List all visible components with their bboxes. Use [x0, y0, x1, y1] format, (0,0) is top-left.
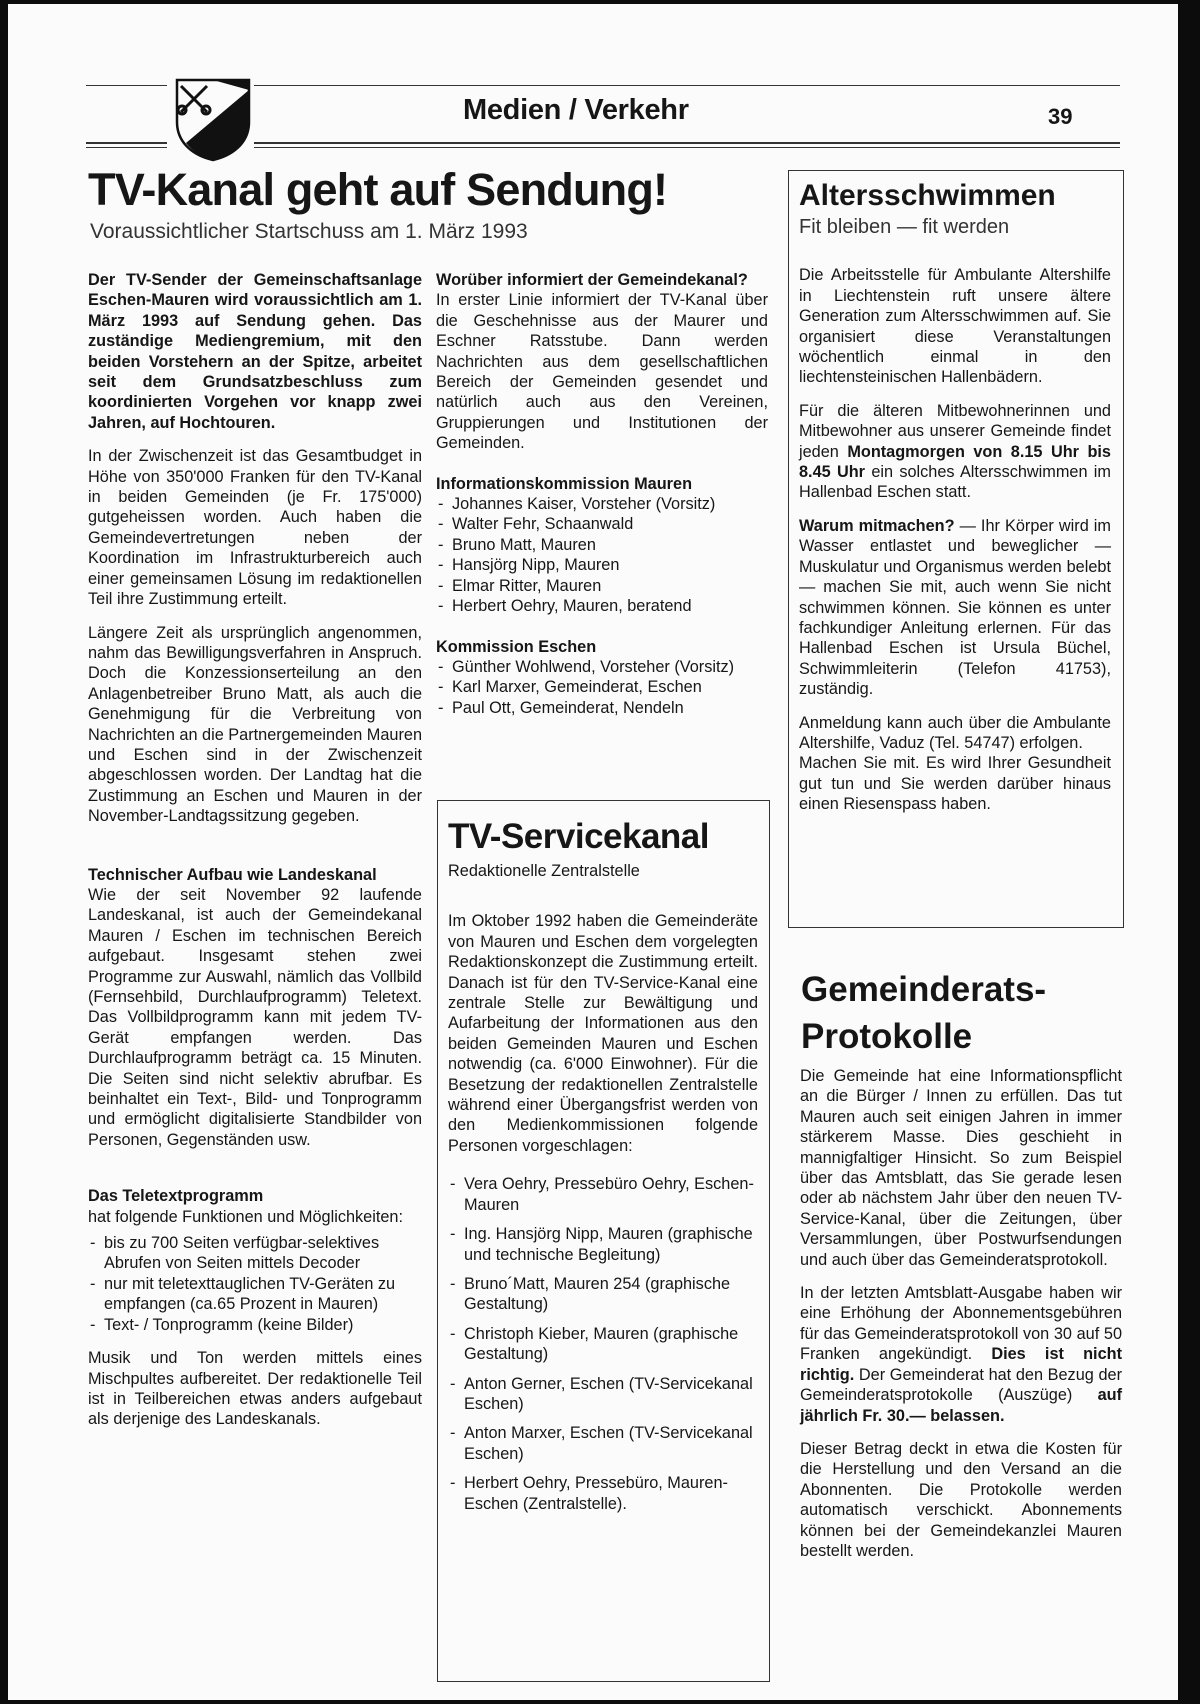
service-box-content	[448, 815, 758, 1527]
list-item: - Walter Fehr, Schaanwald	[436, 514, 768, 534]
text-span: Für die älteren Mitbewohnerinnen und Mitbewohner aus unserer Gemeinde findet jeden	[799, 401, 1111, 461]
list-item: - Herbert Oehry, Mauren, beratend	[436, 596, 768, 616]
list-item: - Karl Marxer, Gemeinderat, Eschen	[436, 677, 768, 697]
service-box-title: TV-Servicekanal	[448, 817, 709, 856]
header-rule	[254, 85, 1120, 86]
list-item: - Johannes Kaiser, Vorsteher (Vorsitz)	[436, 494, 768, 514]
body-paragraph	[799, 401, 1111, 503]
list-item: - Anton Marxer, Eschen (TV-Servicekanal Eschen)	[448, 1423, 758, 1464]
main-headline: TV-Kanal geht auf Sendung!	[88, 164, 668, 215]
subheading-technik: Technischer Aufbau wie Landeskanal	[88, 865, 377, 884]
text-span: Der Gemeinderat hat den Bezug der Gemeinderatsprotokolle (Auszüge)	[800, 1365, 1122, 1405]
list-item: - Ing. Hansjörg Nipp, Mauren (graphische und technische Begleitung)	[448, 1224, 758, 1265]
section-title: Medien / Verkehr	[463, 94, 689, 126]
list-item: - Hansjörg Nipp, Mauren	[436, 555, 768, 575]
body-paragraph: Längere Zeit als ursprünglich angenommen, nahm das Bewilligungsverfahren in Anspruch. Doch die Konzessionserteilung an den Anlagenbetreiber Bruno Matt, als auch die Genehmigung für die Verbreitung von Nachrichten an die Partnergemeinden Mauren und Eschen sind in der Zwischenzeit abgeschlossen worden. Der Landtag hat die Zustimmung an Eschen und Mauren in der November-Landtagssitzung gegeben.	[88, 623, 422, 826]
text-span: — Ihr Körper wird im Wasser entlastet und beweglicher — Muskulatur und Organismus werden belebt — machen Sie mit, auch wenn Sie nicht schwimmen können. Sie können es unter fachkundiger Anleitung erlernen. Für das Hallenbad Eschen ist Ursula Büchel, Schwimmleiterin (Telefon 41753), zuständig.	[799, 516, 1111, 699]
list-item: - Paul Ott, Gemeinderat, Nendeln	[436, 698, 768, 718]
header-rule	[254, 142, 1120, 144]
body-paragraph: In erster Linie informiert der TV-Kanal über die Geschehnisse aus der Maurer und Eschner Ratsstube. Dann werden Nachrichten aus dem gesellschaftlichen Bereich der Gemeinden gesendet und natürlich auch aus den Vereinen, Gruppierungen und Institutionen der Gemeinden.	[436, 291, 768, 453]
main-subline: Voraussichtlicher Startschuss am 1. März 1993	[90, 220, 528, 243]
left-column	[88, 270, 422, 1443]
subheading-kommission-eschen: Kommission Eschen	[436, 637, 597, 656]
kommission-mauren-list	[436, 494, 768, 616]
protokolle-title	[801, 966, 1046, 1060]
list-item: - nur mit teletexttauglichen TV-Geräten zu empfangen (ca.65 Prozent in Mauren)	[88, 1274, 422, 1315]
header-rule	[86, 147, 167, 148]
subheading-question: Worüber informiert der Gemeindekanal?	[436, 271, 748, 289]
body-paragraph: Die Gemeinde hat eine Informationspflicht an die Bürger / Innen zu erfüllen. Das tut Mauren auch seit einigen Jahren in immer stärkerem Masse. Dies geschieht in mannigfaltiger Hinsicht. So zum Beispiel über das Amtsblatt, das Sie gerade lesen oder ab nächstem Jahr über den neuen TV-Service-Kanal, über die Zeitungen, über Versammlungen, über Postwurfsendungen und auch über das Gemeinderatsprotokoll.	[800, 1067, 1122, 1269]
page	[8, 4, 1178, 1700]
list-item: - Günther Wohlwend, Vorsteher (Vorsitz)	[436, 657, 768, 677]
protokolle-title-line: Protokolle	[801, 1017, 973, 1056]
swim-box-subtitle: Fit bleiben — fit werden	[799, 216, 1010, 238]
text-span: In der letzten Amtsblatt-Ausgabe haben wir eine Erhöhung der Abonnementsgebühren für das Gemeinderatsprotokoll von 30 auf 50 Franken angekündigt.	[800, 1284, 1122, 1364]
body-paragraph	[800, 1283, 1122, 1426]
page-number: 39	[1048, 104, 1073, 129]
body-paragraph: Die Arbeitsstelle für Ambulante Altershilfe in Liechtenstein ruft unsere ältere Generation zum Altersschwimmen auf. Sie organisiert diese Veranstaltungen wöchentlich einmal in den liechtensteinischen Hallenbädern.	[799, 266, 1111, 387]
middle-column	[436, 270, 768, 731]
teletext-list	[88, 1233, 422, 1335]
text-bold: Warum mitmachen?	[799, 516, 955, 535]
body-paragraph	[799, 516, 1111, 700]
service-people-list	[448, 1174, 758, 1514]
header-rule	[86, 85, 167, 86]
body-paragraph: Wie der seit November 92 laufende Landeskanal, ist auch der Gemeindekanal Mauren / Eschen im technischen Bereich aufgebaut. Insgesamt stehen zwei Programme zur Auswahl, nämlich das Vollbild (Fernsehbild, Durchlaufprogramm) Teletext. Das Vollbildprogramm kann mit jedem TV-Gerät empfangen werden. Das Durchlaufprogramm beträgt ca. 15 Minuten. Die Seiten sind nicht selektiv abrufbar. Es beinhaltet ein Text-, Bild- und Tonprogramm und ermöglicht digitalisierte Standbilder von Personen, Gegenständen usw.	[88, 885, 422, 1149]
coat-of-arms-icon	[173, 76, 253, 162]
body-paragraph: In der Zwischenzeit ist das Gesamtbudget in Höhe von 350'000 Franken für den TV-Kanal in beiden Gemeinden (je Fr. 175'000) gutgeheissen worden. Auch haben die Gemeindevertretungen neben der Koordination im Infrastrukturbereich auch einer gemeinsamen Lösung im redaktionellen Teil ihre Zustimmung erteilt.	[88, 447, 422, 609]
list-item: - Herbert Oehry, Pressebüro, Mauren-Eschen (Zentralstelle).	[448, 1473, 758, 1514]
header-rule	[86, 142, 167, 144]
list-item: - Bruno Matt, Mauren	[436, 535, 768, 555]
swim-box-content	[799, 177, 1111, 828]
list-item: - Anton Gerner, Eschen (TV-Servicekanal Eschen)	[448, 1374, 758, 1415]
list-item: - bis zu 700 Seiten verfügbar-selektives Abrufen von Seiten mittels Decoder	[88, 1233, 422, 1274]
kommission-eschen-list	[436, 657, 768, 718]
lead-paragraph: Der TV-Sender der Gemeinschaftsanlage Eschen-Mauren wird voraussichtlich am 1. März 1993 auf Sendung gehen. Das zuständige Mediengremium, mit den beiden Vorstehern an der Spitze, arbeitet seit dem Grundsatzbeschluss zum koordinierten Vorgehen vor knapp zwei Jahren, auf Hochtouren.	[88, 271, 422, 432]
body-paragraph: Im Oktober 1992 haben die Gemeinderäte von Mauren und Eschen dem vorgelegten Redaktionskonzept die Zustimmung erteilt. Danach ist für den TV-Service-Kanal eine zentrale Stelle zur Bewältigung und Aufarbeitung der Informationen aus den beiden Gemeinden Mauren und Eschen notwendig (ca. 6'000 Einwohner). Für die Besetzung der redaktionellen Zentralstelle während einer Übergangsfrist werden von den Medienkommissionen folgende Personen vorgeschlagen:	[448, 912, 758, 1155]
swim-box	[788, 170, 1124, 928]
body-paragraph: Musik und Ton werden mittels eines Mischpultes aufbereitet. Der redaktionelle Teil ist in Teilbereichen etwas anders aufgebaut als derjenige des Landeskanals.	[88, 1349, 422, 1429]
protokolle-title-line: Gemeinderats-	[801, 970, 1047, 1009]
body-paragraph: Dieser Betrag deckt in etwa die Kosten für die Herstellung und den Versand an die Abonnenten. Die Protokolle werden automatisch verschickt. Abonnements können bei der Gemeindekanzlei Mauren bestellt werden.	[800, 1439, 1122, 1560]
body-paragraph: Anmeldung kann auch über die Ambulante Altershilfe, Vaduz (Tel. 54747) erfolgen.	[799, 713, 1111, 752]
protokolle-column	[800, 1066, 1122, 1574]
list-item: - Christoph Kieber, Mauren (graphische Gestaltung)	[448, 1324, 758, 1365]
teletext-intro: hat folgende Funktionen und Möglichkeiten:	[88, 1207, 403, 1226]
list-item: - Bruno´Matt, Mauren 254 (graphische Gestaltung)	[448, 1274, 758, 1315]
body-paragraph: Machen Sie mit. Es wird Ihrer Gesundheit gut tun und Sie werden darüber hinaus einen Riesenspass haben.	[799, 754, 1111, 814]
service-box-subtitle: Redaktionelle Zentralstelle	[448, 862, 640, 880]
list-item: - Text- / Tonprogramm (keine Bilder)	[88, 1315, 422, 1335]
subheading-teletext: Das Teletextprogramm	[88, 1187, 264, 1206]
list-item: - Elmar Ritter, Mauren	[436, 576, 768, 596]
service-box	[437, 800, 770, 1682]
subheading-kommission-mauren: Informationskommission Mauren	[436, 474, 693, 493]
text-bold: auf jährlich Fr. 30.— belassen.	[800, 1386, 1122, 1425]
text-bold: Dies ist nicht richtig.	[800, 1345, 1122, 1384]
swim-box-title: Altersschwimmen	[799, 179, 1056, 212]
text-span: ein solches Altersschwimmen im Hallenbad Eschen statt.	[799, 463, 1111, 502]
header-rule	[254, 147, 1120, 148]
list-item: - Vera Oehry, Pressebüro Oehry, Eschen-Mauren	[448, 1174, 758, 1215]
text-bold: Montagmorgen von 8.15 Uhr bis 8.45 Uhr	[799, 442, 1111, 482]
